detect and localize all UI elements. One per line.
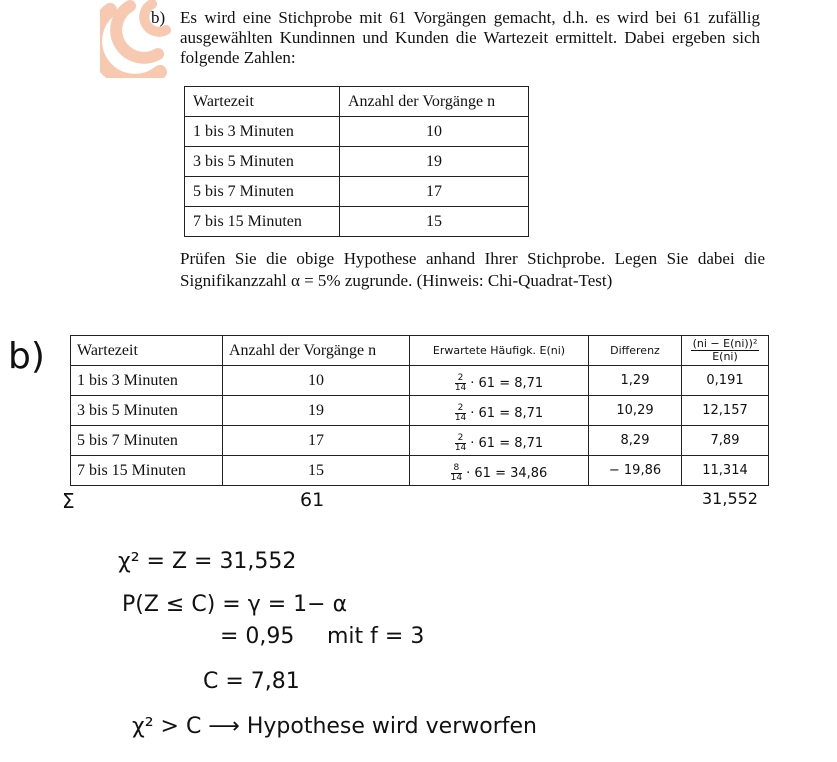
fraction-numerator: 8 <box>451 464 462 474</box>
chi-term-cell: 11,314 <box>682 456 769 486</box>
table-row <box>185 207 529 237</box>
table-row <box>185 117 529 147</box>
answer-part-label: b) <box>8 336 45 377</box>
task-label: b) <box>151 8 166 27</box>
fraction-denominator: 14 <box>454 412 467 423</box>
table-header-row <box>185 87 529 117</box>
table-row <box>185 177 529 207</box>
difference-cell: − 19,86 <box>589 456 682 486</box>
expected-value: · 61 = 8,71 <box>470 405 544 421</box>
printed-data-table <box>184 86 529 237</box>
table-row <box>71 366 769 396</box>
working-line-critical-value: C = 7,81 <box>203 669 300 694</box>
expected-cell <box>410 396 589 426</box>
table-cell: 19 <box>223 396 410 426</box>
chi-term-cell: 12,157 <box>682 396 769 426</box>
expected-value: · 61 = 8,71 <box>470 375 544 391</box>
header-cell: Anzahl der Vorgänge n <box>340 87 529 117</box>
working-line-probability: P(Z ≤ C) = γ = 1− α <box>122 592 348 617</box>
difference-cell: 1,29 <box>589 366 682 396</box>
table-cell: 5 bis 7 Minuten <box>185 177 340 207</box>
table-cell: 10 <box>340 117 529 147</box>
table-row <box>71 426 769 456</box>
expected-value: · 61 = 8,71 <box>470 435 544 451</box>
table-cell: 15 <box>340 207 529 237</box>
expected-cell <box>410 366 589 396</box>
table-cell: 3 bis 5 Minuten <box>185 147 340 177</box>
table-cell: 3 bis 5 Minuten <box>71 396 223 426</box>
table-cell: 7 bis 15 Minuten <box>71 456 223 486</box>
fraction-denominator: 14 <box>454 382 467 393</box>
fraction-numerator: 2 <box>455 374 466 384</box>
fraction-numerator: 2 <box>455 434 466 444</box>
header-cell: Wartezeit <box>71 336 223 366</box>
working-line-chi-square: χ² = Z = 31,552 <box>118 549 297 574</box>
table-header-row <box>71 336 769 366</box>
table-row <box>71 396 769 426</box>
fraction-numerator: (ni − E(ni))² <box>692 337 758 350</box>
header-cell-difference: Differenz <box>589 336 682 366</box>
watermark-logo <box>100 0 188 78</box>
sum-symbol: Σ <box>62 489 75 513</box>
table-cell: 7 bis 15 Minuten <box>185 207 340 237</box>
header-cell: Anzahl der Vorgänge n <box>223 336 410 366</box>
chi-term-cell: 0,191 <box>682 366 769 396</box>
fraction-denominator: E(ni) <box>712 350 738 363</box>
expected-cell <box>410 426 589 456</box>
difference-cell: 10,29 <box>589 396 682 426</box>
difference-cell: 8,29 <box>589 426 682 456</box>
fraction-numerator: 2 <box>455 404 466 414</box>
table-cell: 5 bis 7 Minuten <box>71 426 223 456</box>
table-cell: 15 <box>223 456 410 486</box>
header-cell-expected: Erwartete Häufigk. E(ni) <box>410 336 589 366</box>
working-line-degrees-of-freedom: mit f = 3 <box>327 624 425 649</box>
table-cell: 1 bis 3 Minuten <box>71 366 223 396</box>
expected-cell <box>410 456 589 486</box>
instruction-text: Prüfen Sie die obige Hypothese anhand Ihrer Stichprobe. Legen Sie dabei die Signifikanzzahl α = 5% zugrunde. (Hinweis: Chi-Quadrat-Test) <box>180 249 765 290</box>
table-cell: 17 <box>223 426 410 456</box>
table-row <box>71 456 769 486</box>
chi-term-cell: 7,89 <box>682 426 769 456</box>
working-line-gamma-value: = 0,95 <box>220 624 295 649</box>
sum-chi-value: 31,552 <box>702 489 758 508</box>
working-line-conclusion: χ² > C ⟶ Hypothese wird verworfen <box>132 714 537 739</box>
task-text: Es wird eine Stichprobe mit 61 Vorgängen gemacht, d.h. es wird bei 61 zufällig ausgewählten Kundinnen und Kunden die Wartezeit ermittelt. Dabei ergeben sich folgende Zahlen: <box>180 8 760 67</box>
table-cell: 1 bis 3 Minuten <box>185 117 340 147</box>
chi-term-fraction <box>691 338 760 363</box>
header-cell-chi-term <box>682 336 769 366</box>
table-row <box>185 147 529 177</box>
table-cell: 10 <box>223 366 410 396</box>
fraction-denominator: 14 <box>454 442 467 453</box>
table-cell: 17 <box>340 177 529 207</box>
expected-value: · 61 = 34,86 <box>466 465 548 481</box>
table-cell: 19 <box>340 147 529 177</box>
header-cell: Wartezeit <box>185 87 340 117</box>
sum-n-value: 61 <box>300 489 325 511</box>
answer-table <box>70 335 769 486</box>
fraction-denominator: 14 <box>450 472 463 483</box>
